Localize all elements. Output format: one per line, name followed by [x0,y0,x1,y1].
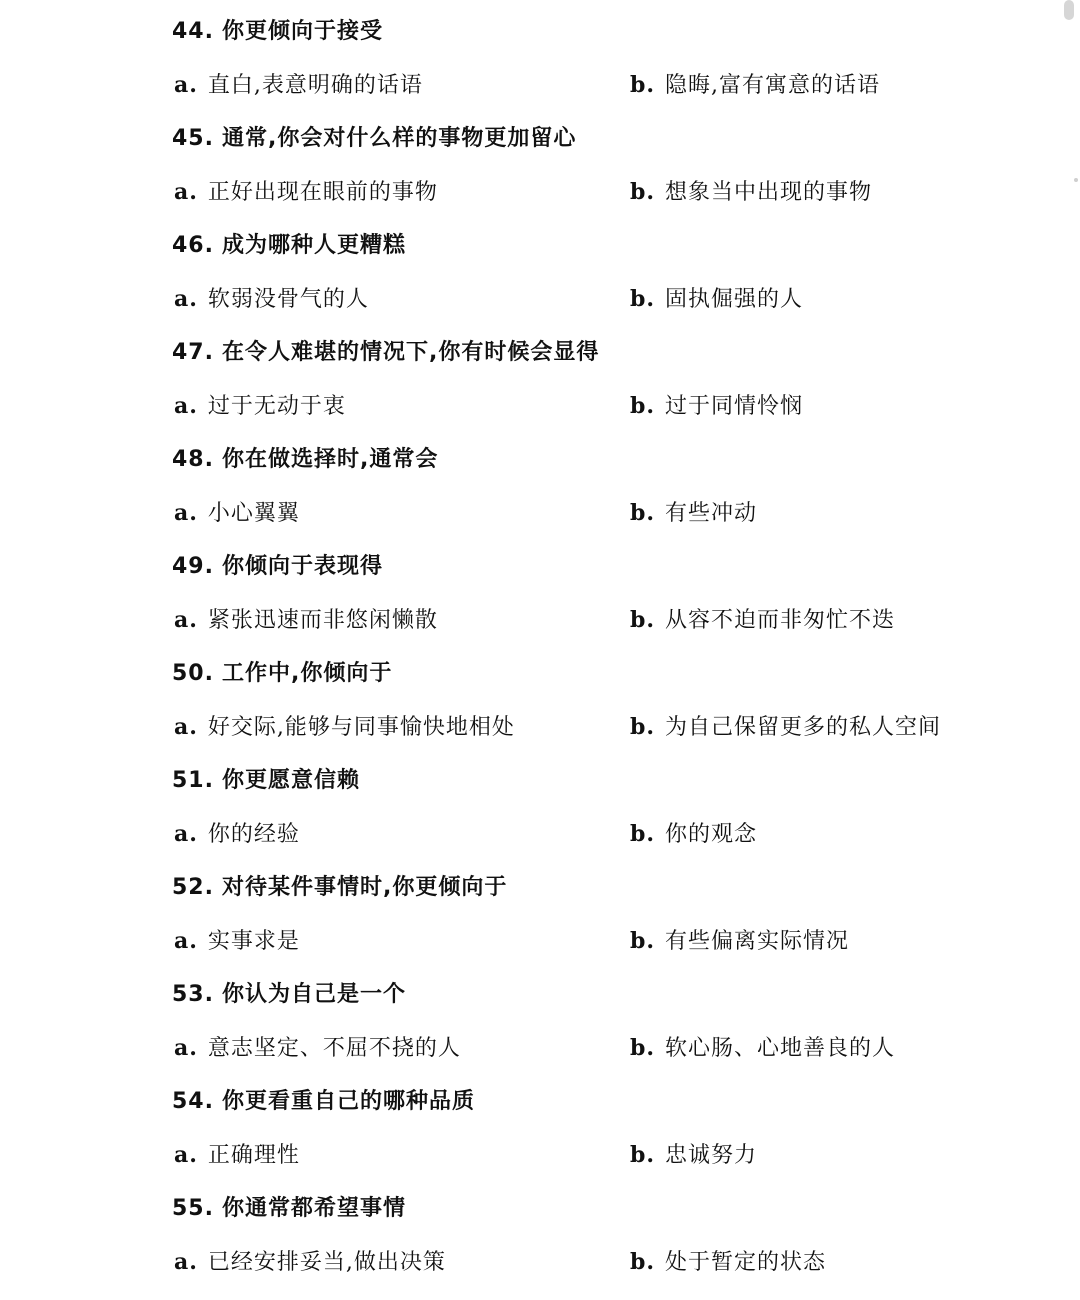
option-b[interactable] [630,817,757,848]
option-b[interactable] [630,1245,826,1276]
scrollbar-thumb[interactable] [1064,0,1074,20]
question-text: 通常,你会对什么样的事物更加留心 [221,126,577,151]
option-a[interactable] [174,68,423,99]
question-title [172,977,406,1008]
question-48 [0,428,1080,535]
option-b-label: b. [630,821,656,847]
option-b[interactable] [630,175,872,206]
option-b[interactable] [630,924,849,955]
option-b-label: b. [630,1142,656,1168]
option-a-label: a. [174,179,198,205]
question-46 [0,214,1080,321]
question-number: 50. [172,661,214,686]
option-b-label: b. [630,1249,656,1275]
question-title [172,1191,406,1222]
option-a-text: 实事求是 [207,929,300,954]
option-a[interactable] [174,924,300,955]
option-b-label: b. [630,393,656,419]
option-a[interactable] [174,603,438,634]
question-number: 55. [172,1196,214,1221]
question-title [172,228,406,259]
option-b-label: b. [630,1035,656,1061]
question-text: 你通常都希望事情 [221,1196,406,1221]
option-a-text: 已经安排妥当,做出决策 [207,1250,446,1275]
option-b-text: 想象当中出现的事物 [665,180,873,205]
option-b[interactable] [630,282,803,313]
option-a[interactable] [174,710,515,741]
option-a[interactable] [174,389,346,420]
question-49 [0,535,1080,642]
scroll-indicator-dot [1074,178,1078,182]
option-b-text: 固执倔强的人 [665,287,804,312]
option-b[interactable] [630,1138,757,1169]
option-a-label: a. [174,1249,198,1275]
question-title [172,335,599,366]
option-a-text: 好交际,能够与同事愉快地相处 [207,715,515,740]
question-text: 在令人难堪的情况下,你有时候会显得 [221,340,600,365]
option-b-label: b. [630,714,656,740]
question-47 [0,321,1080,428]
option-a-text: 直白,表意明确的话语 [207,73,423,98]
question-number: 51. [172,768,214,793]
option-a[interactable] [174,175,438,206]
question-title [172,870,507,901]
option-a-text: 正好出现在眼前的事物 [207,180,438,205]
option-a-text: 软弱没骨气的人 [207,287,369,312]
question-54 [0,1070,1080,1177]
option-b-label: b. [630,607,656,633]
question-text: 你在做选择时,通常会 [221,447,439,472]
question-number: 49. [172,554,214,579]
question-45 [0,107,1080,214]
question-number: 44. [172,19,214,44]
option-b-text: 为自己保留更多的私人空间 [665,715,942,740]
option-a-text: 过于无动于衷 [207,394,346,419]
question-number: 48. [172,447,214,472]
option-b-text: 隐晦,富有寓意的话语 [665,73,881,98]
option-b-label: b. [630,72,656,98]
option-b-label: b. [630,928,656,954]
question-text: 你更看重自己的哪种品质 [221,1089,475,1114]
option-b[interactable] [630,710,941,741]
question-title [172,549,383,580]
option-a-text: 紧张迅速而非悠闲懒散 [207,608,438,633]
option-a-label: a. [174,714,198,740]
option-a-label: a. [174,1035,198,1061]
question-53 [0,963,1080,1070]
option-a[interactable] [174,496,300,527]
question-44 [0,0,1080,107]
question-51 [0,749,1080,856]
option-a-label: a. [174,500,198,526]
option-a-label: a. [174,821,198,847]
option-a-label: a. [174,1142,198,1168]
option-b-label: b. [630,179,656,205]
question-number: 54. [172,1089,214,1114]
option-a[interactable] [174,1138,300,1169]
question-52 [0,856,1080,963]
question-title [172,121,576,152]
option-b-text: 你的观念 [665,822,758,847]
option-b-text: 软心肠、心地善良的人 [665,1036,896,1061]
option-a-label: a. [174,393,198,419]
question-number: 46. [172,233,214,258]
option-b-text: 忠诚努力 [665,1143,758,1168]
option-b-text: 过于同情怜悯 [665,394,804,419]
question-number: 45. [172,126,214,151]
question-title [172,442,438,473]
option-a[interactable] [174,1031,461,1062]
option-a-text: 你的经验 [207,822,300,847]
question-text: 你认为自己是一个 [221,982,406,1007]
option-b[interactable] [630,1031,895,1062]
question-text: 你更倾向于接受 [221,19,383,44]
question-text: 成为哪种人更糟糕 [221,233,406,258]
option-b[interactable] [630,603,895,634]
option-a-text: 小心翼翼 [207,501,300,526]
option-b-text: 处于暂定的状态 [665,1250,827,1275]
option-a[interactable] [174,282,369,313]
option-b-label: b. [630,500,656,526]
option-b-text: 有些冲动 [665,501,758,526]
question-50 [0,642,1080,749]
question-title [172,14,383,45]
option-a-label: a. [174,72,198,98]
option-b-label: b. [630,286,656,312]
option-a-label: a. [174,286,198,312]
option-a-text: 意志坚定、不屈不挠的人 [207,1036,461,1061]
option-a-label: a. [174,928,198,954]
question-55 [0,1177,1080,1284]
question-number: 52. [172,875,214,900]
option-a-label: a. [174,607,198,633]
option-a[interactable] [174,1245,446,1276]
option-b[interactable] [630,496,757,527]
option-b-text: 从容不迫而非匆忙不迭 [665,608,896,633]
option-a[interactable] [174,817,300,848]
option-b[interactable] [630,68,880,99]
question-number: 47. [172,340,214,365]
question-text: 工作中,你倾向于 [221,661,393,686]
question-text: 你倾向于表现得 [221,554,383,579]
question-title [172,763,360,794]
question-title [172,1084,475,1115]
question-number: 53. [172,982,214,1007]
option-a-text: 正确理性 [207,1143,300,1168]
option-b-text: 有些偏离实际情况 [665,929,850,954]
question-title [172,656,392,687]
question-text: 你更愿意信赖 [221,768,360,793]
question-text: 对待某件事情时,你更倾向于 [221,875,508,900]
option-b[interactable] [630,389,803,420]
